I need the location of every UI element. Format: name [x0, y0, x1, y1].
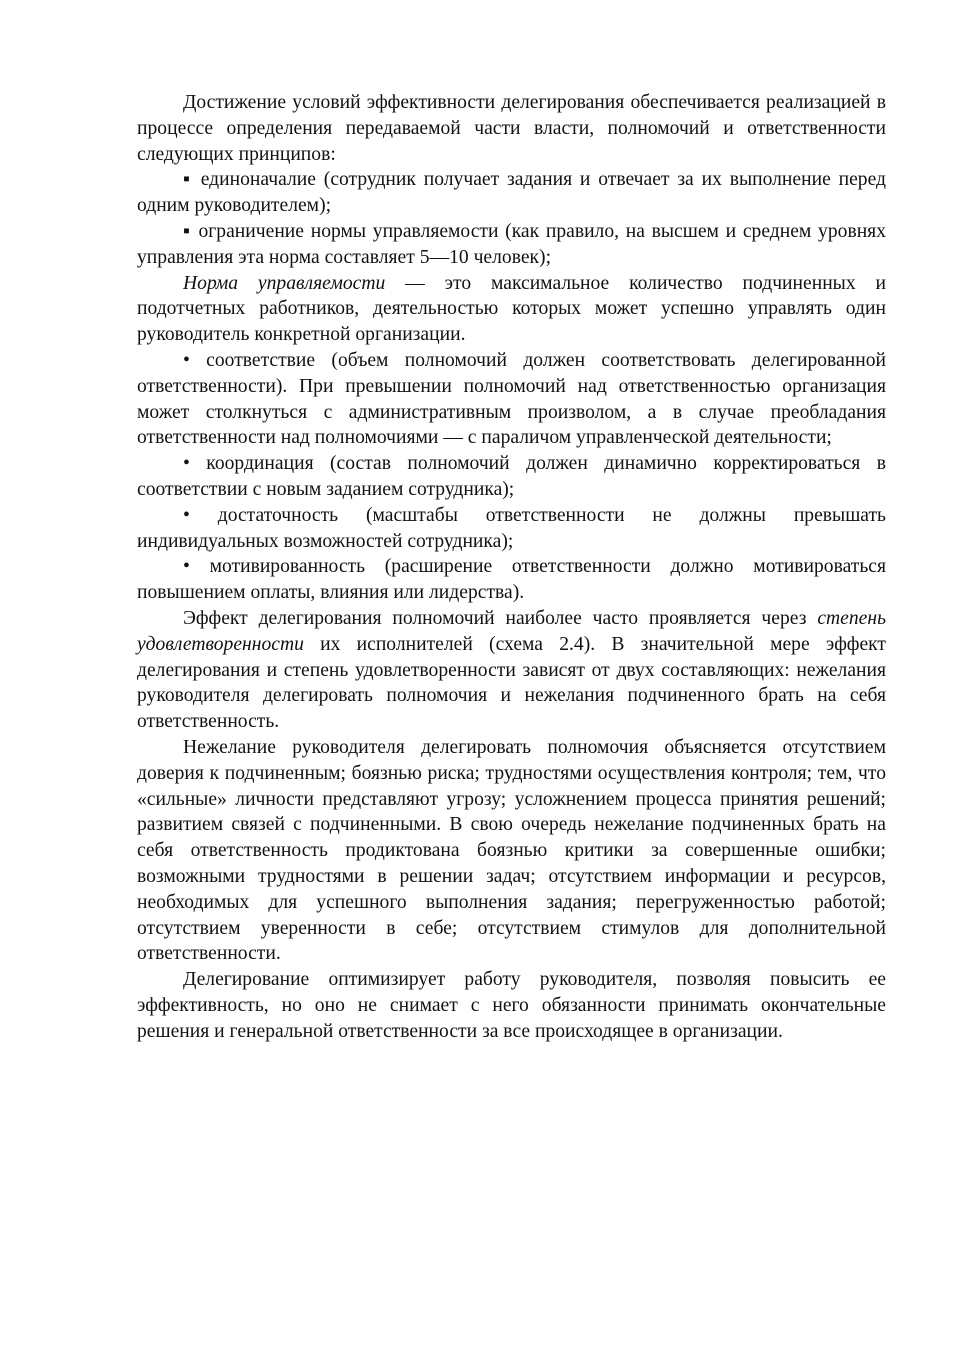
paragraph-span-definition	[137, 271, 886, 348]
paragraph-sufficiency: • достаточность (масштабы ответственности не должны превышать индивидуальных возможностей сотрудника);	[137, 504, 886, 552]
definition-text: — это максимальное количество подчиненных и подотчетных работников, деятельностью которых может успешно управлять один руководитель конкретной организации.	[137, 272, 886, 346]
paragraph-delegation-effect	[137, 606, 886, 735]
paragraph-intro: Достижение условий эффективности делегирования обеспечивается реализацией в процессе определения передаваемой части власти, полномочий и ответственности следующих принципов:	[137, 92, 886, 165]
paragraph-unity-of-command: ▪ единоначалие (сотрудник получает задания и отвечает за их выполнение перед одним руководителем);	[137, 169, 886, 217]
paragraph-reluctance: Нежелание руководителя делегировать полномочия объясняется отсутствием доверия к подчиненным; боязнью риска; трудностями осуществления контроля; тем, что «сильные» личности представляют угрозу; усложнением процесса принятия решений; развитием связей с подчиненными. В свою очередь нежелание подчиненных брать на себя ответственность продиктована боязнью критики за совершенные ошибки; возможными трудностями в решении задач; отсутствием информации и ресурсов, необходимых для успешного выполнения задания; перегруженностью работой; отсутствием уверенности в себе; отсутствием стимулов для дополнительной ответственности.	[137, 736, 886, 965]
paragraph-coordination: • координация (состав полномочий должен динамично корректироваться в соответствии с новым заданием сотрудника);	[137, 453, 886, 500]
paragraph-motivation: • мотивированность (расширение ответственности должно мотивироваться повышением оплаты, влияния или лидерства).	[137, 556, 886, 604]
effect-text-b: их исполнителей (схема 2.4). В значительной мере эффект делегирования и степень удовлетворенности зависят от двух составляющих: нежелания руководителя делегировать полномочия и нежелания подчиненного брать на себя ответственность.	[137, 633, 886, 733]
paragraph-span-of-control: ▪ ограничение нормы управляемости (как правило, на высшем и среднем уровнях управления эта норма составляет 5—10 человек);	[137, 220, 886, 268]
paragraph-correspondence: • соответствие (объем полномочий должен соответствовать делегированной ответственности). При превышении полномочий над ответственностью организация может столкнуться с административным произволом, а в случае преобладания ответственности над полномочиями — с параличом управленческой деятельности;	[137, 349, 886, 449]
paragraph-conclusion: Делегирование оптимизирует работу руководителя, позволяя повысить ее эффективность, но оно не снимает с него обязанности принимать окончательные решения и генеральной ответственности за все происходящее в организации.	[137, 969, 886, 1042]
document-page	[137, 90, 886, 1044]
effect-text-a: Эффект делегирования полномочий наиболее часто проявляется через	[183, 607, 818, 629]
term-satisfaction-degree: степень удовлетворенности	[137, 607, 886, 655]
term-span-of-control: Норма управляемости	[183, 272, 386, 294]
